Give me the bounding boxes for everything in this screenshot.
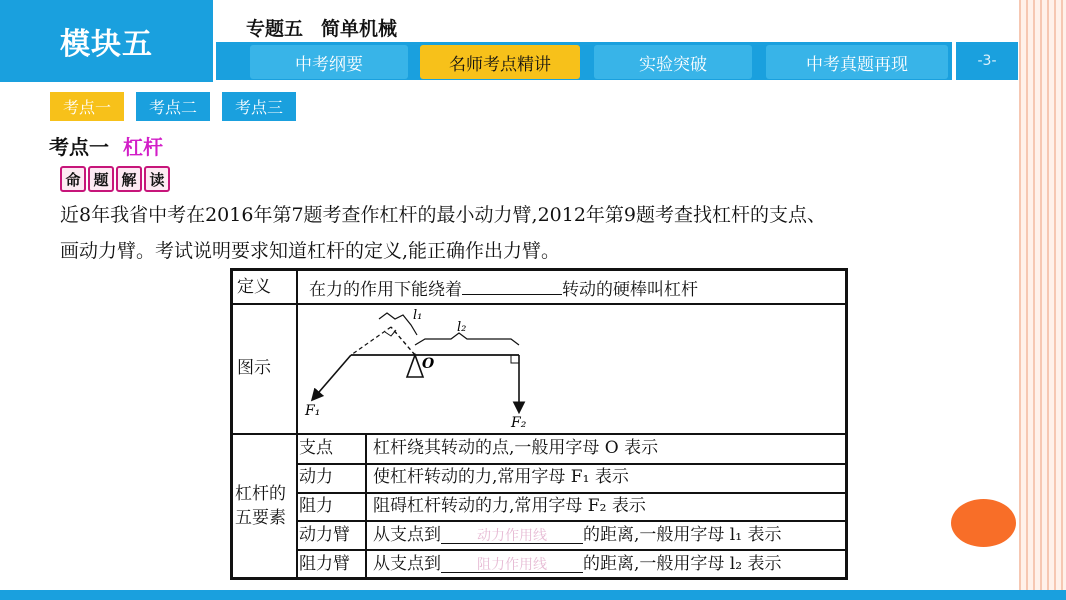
kp-tab-1[interactable]	[50, 92, 124, 121]
label-l1: l₁	[413, 308, 423, 323]
topic-interpretation-tag	[60, 166, 170, 192]
module-badge	[0, 0, 213, 82]
effort-arm-after: 的距离,一般用字母 l₁ 表示	[583, 525, 782, 545]
def-blank	[462, 276, 562, 295]
effort-arm-before: 从支点到	[373, 525, 441, 545]
page-number-text: -3-	[977, 53, 997, 69]
label-l2: l₂	[457, 320, 467, 335]
def-before: 在力的作用下能绕着	[309, 280, 462, 300]
tag-char: 题	[88, 166, 114, 192]
tag-char: 读	[144, 166, 170, 192]
table-rule	[297, 520, 845, 522]
def-text	[309, 276, 698, 301]
kp-tab-label: 考点一	[62, 98, 111, 117]
elements-label-1: 杠杆的	[235, 484, 286, 504]
row-desc-effort-arm	[373, 524, 781, 546]
tab-label: 名师考点精讲	[449, 54, 551, 75]
row-name-effort-arm: 动力臂	[299, 525, 350, 545]
row-name-effort: 动力	[299, 467, 333, 487]
kp-tab-label: 考点二	[148, 98, 197, 117]
label-f2: F₂	[511, 415, 527, 431]
resistance-arm-after: 的距离,一般用字母 l₂ 表示	[583, 554, 782, 574]
intro-paragraph	[60, 197, 1010, 269]
row-name-resistance-arm: 阻力臂	[299, 554, 350, 574]
label-o: O	[422, 356, 435, 372]
tag-char: 命	[60, 166, 86, 192]
table-rule	[297, 463, 845, 465]
section-label: 考点一	[49, 135, 109, 159]
force-f1-line	[313, 355, 351, 399]
topic-title	[246, 14, 397, 41]
diagram-label: 图示	[237, 358, 271, 378]
f1-extension	[351, 327, 391, 355]
tab-experiment[interactable]	[594, 45, 752, 79]
row-desc-pivot: 杠杆绕其转动的点,一般用字母 O 表示	[373, 438, 659, 458]
module-label: 模块五	[60, 27, 153, 62]
section-title	[49, 131, 163, 160]
section-name: 杠杆	[123, 135, 163, 159]
table-rule	[365, 433, 367, 577]
resistance-arm-answer: 阻力作用线	[441, 554, 583, 573]
kp-tab-label: 考点三	[234, 98, 283, 117]
row-name-resistance: 阻力	[299, 496, 333, 516]
resistance-arm-before: 从支点到	[373, 554, 441, 574]
lever-diagram	[299, 305, 845, 433]
table-rule	[297, 549, 845, 551]
arm-l2-bracket	[415, 333, 519, 345]
def-label: 定义	[237, 277, 271, 297]
def-after: 转动的硬棒叫杠杆	[562, 280, 698, 300]
tag-char: 解	[116, 166, 142, 192]
effort-arm-answer: 动力作用线	[441, 525, 583, 544]
intro-line-2: 画动力臂。考试说明要求知道杠杆的定义,能正确作出力臂。	[60, 240, 561, 262]
kp-tab-2[interactable]	[136, 92, 210, 121]
page-number	[956, 42, 1018, 80]
table-rule	[233, 433, 845, 435]
topic-number: 专题五	[246, 18, 304, 40]
tab-label: 实验突破	[639, 54, 707, 75]
decorative-orange-dot	[951, 499, 1016, 547]
label-f1: F₁	[305, 403, 321, 419]
tab-teacher-lecture[interactable]	[420, 45, 580, 79]
right-angle-icon	[511, 355, 519, 363]
elements-label-2: 五要素	[235, 508, 286, 528]
tab-past-exams[interactable]	[766, 45, 948, 79]
row-desc-resistance-arm	[373, 553, 781, 575]
kp-tab-3[interactable]	[222, 92, 296, 121]
tab-label: 中考纲要	[295, 54, 363, 75]
decorative-stripes	[1019, 0, 1066, 600]
topic-name: 简单机械	[321, 18, 398, 40]
table-rule	[296, 271, 298, 577]
tab-label: 中考真题再现	[806, 54, 908, 75]
row-desc-resistance: 阻碍杠杆转动的力,常用字母 F₂ 表示	[373, 496, 646, 516]
fulcrum-icon	[407, 355, 423, 377]
row-name-pivot: 支点	[299, 438, 333, 458]
row-desc-effort: 使杠杆转动的力,常用字母 F₁ 表示	[373, 467, 629, 487]
tab-exam-outline[interactable]	[250, 45, 408, 79]
lever-table	[230, 268, 848, 580]
bottom-bar	[0, 590, 1066, 600]
intro-line-1: 近8年我省中考在2016年第7题考查作杠杆的最小动力臂,2012年第9题考查找杠杆的支点、	[60, 204, 827, 226]
table-rule	[297, 492, 845, 494]
